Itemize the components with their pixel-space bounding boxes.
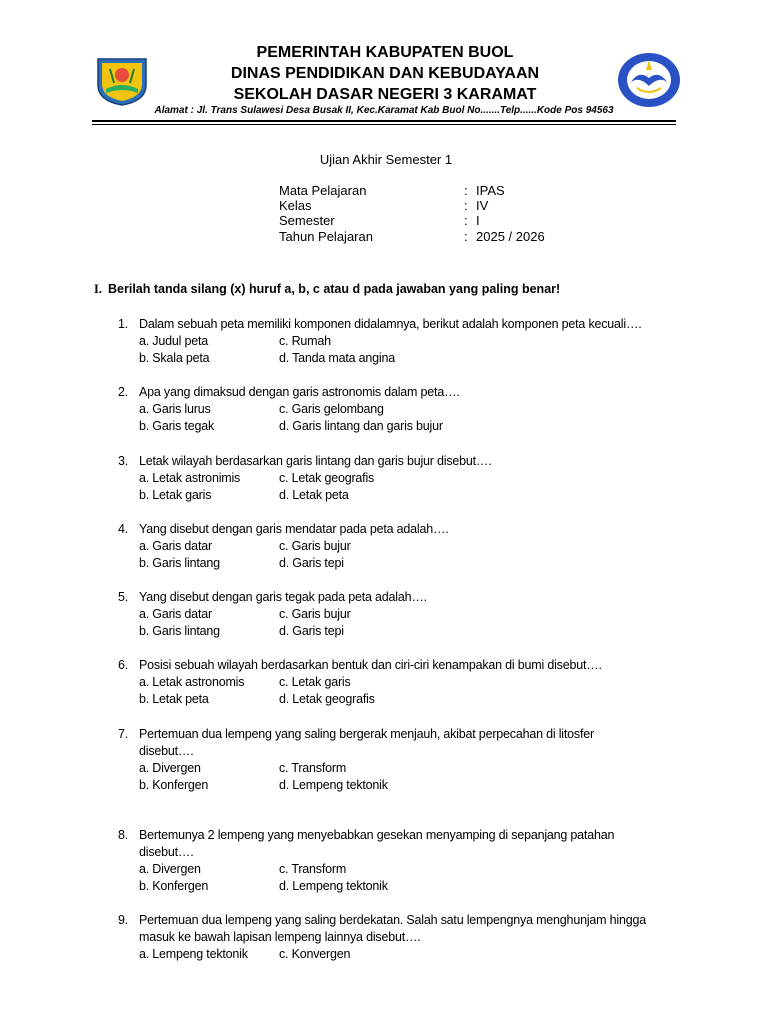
info-value-subject: IPAS [476, 183, 505, 198]
question-text: Dalam sebuah peta memiliki komponen didalamnya, berikut adalah komponen peta kecuali…. [139, 317, 642, 331]
tut-wuri-handayani-icon [617, 52, 681, 108]
exam-title: Ujian Akhir Semester 1 [319, 152, 453, 167]
question-8 [114, 827, 684, 895]
question-5 [114, 589, 684, 640]
option-d: d. Letak peta [279, 488, 349, 502]
option-a: a. Garis datar [139, 539, 212, 553]
question-text: Apa yang dimaksud dengan garis astronomis dalam peta…. [139, 385, 460, 399]
header-department-line: DINAS PENDIDIKAN DAN KEBUDAYAAN [230, 65, 540, 82]
option-b: b. Letak peta [139, 692, 209, 706]
option-a: a. Letak astronomis [139, 675, 245, 689]
info-label-subject: Mata Pelajaran [279, 183, 367, 198]
info-colon: : [464, 198, 468, 213]
option-d: d. Lempeng tektonik [279, 778, 388, 792]
option-b: b. Letak garis [139, 488, 212, 502]
option-c: c. Letak geografis [279, 471, 375, 485]
option-a: a. Letak astronimis [139, 471, 241, 485]
question-text-continued: disebut…. [139, 744, 194, 758]
option-c: c. Transform [279, 862, 347, 876]
option-d: d. Garis tepi [279, 556, 344, 570]
info-value-class: IV [476, 198, 489, 213]
header-government-line: PEMERINTAH KABUPATEN BUOL [256, 44, 514, 61]
question-text: Yang disebut dengan garis tegak pada peta adalah…. [139, 590, 427, 604]
question-text: Posisi sebuah wilayah berdasarkan bentuk dan ciri-ciri kenampakan di bumi disebut…. [139, 658, 602, 672]
option-a: a. Garis datar [139, 607, 212, 621]
option-d: d. Tanda mata angina [279, 351, 396, 365]
option-c: c. Letak garis [279, 675, 351, 689]
option-a: a. Divergen [139, 862, 201, 876]
question-4 [114, 521, 684, 572]
question-text: Bertemunya 2 lempeng yang menyebabkan gesekan menyamping di sepanjang patahan [139, 828, 615, 842]
question-number: 6. [117, 658, 128, 672]
question-number: 8. [117, 828, 128, 842]
header-divider-thick [92, 120, 676, 122]
question-text-continued: disebut…. [139, 845, 194, 859]
header-school-name: SEKOLAH DASAR NEGERI 3 KARAMAT [233, 86, 537, 103]
section-instruction [94, 282, 560, 297]
option-c: c. Rumah [279, 334, 331, 348]
info-colon: : [464, 213, 468, 228]
section-roman-numeral: I. [94, 282, 102, 296]
option-c: c. Garis bujur [279, 607, 351, 621]
question-number: 7. [117, 727, 128, 741]
question-number: 1. [117, 317, 128, 331]
option-c: c. Konvergen [279, 947, 351, 961]
info-value-year: 2025 / 2026 [476, 229, 545, 244]
option-a: a. Garis lurus [139, 402, 211, 416]
info-label-class: Kelas [279, 198, 312, 213]
question-2 [114, 384, 684, 435]
info-value-semester: I [476, 213, 480, 228]
question-number: 9. [117, 913, 128, 927]
option-d: d. Lempeng tektonik [279, 879, 388, 893]
question-text: Pertemuan dua lempeng yang saling berdekatan. Salah satu lempengnya menghunjam hingga [139, 913, 646, 927]
info-colon: : [464, 229, 468, 244]
question-3 [114, 453, 684, 504]
option-c: c. Garis bujur [279, 539, 351, 553]
question-number: 3. [117, 454, 128, 468]
question-number: 2. [117, 385, 128, 399]
question-text: Yang disebut dengan garis mendatar pada peta adalah…. [139, 522, 449, 536]
option-b: b. Konfergen [139, 778, 209, 792]
option-b: b. Garis lintang [139, 624, 220, 638]
buol-regency-crest-icon [94, 55, 150, 107]
question-9 [114, 912, 684, 963]
option-c: c. Garis gelombang [279, 402, 384, 416]
question-number: 4. [117, 522, 128, 536]
info-label-year: Tahun Pelajaran [279, 229, 373, 244]
option-d: d. Letak geografis [279, 692, 375, 706]
option-a: a. Judul peta [139, 334, 208, 348]
option-b: b. Konfergen [139, 879, 209, 893]
option-c: c. Transform [279, 761, 347, 775]
question-7 [114, 726, 684, 794]
option-d: d. Garis tepi [279, 624, 344, 638]
question-text: Pertemuan dua lempeng yang saling bergerak menjauh, akibat perpecahan di litosfer [139, 727, 594, 741]
header-divider-thin [92, 124, 676, 125]
option-a: a. Lempeng tektonik [139, 947, 248, 961]
header-address: Alamat : Jl. Trans Sulawesi Desa Busak II, Kec.Karamat Kab Buol No.......Telp......Kode Pos 94563 [154, 105, 614, 116]
instruction-text: Berilah tanda silang (x) huruf a, b, c atau d pada jawaban yang paling benar! [108, 282, 561, 296]
question-text-continued: masuk ke bawah lapisan lempeng lainnya disebut…. [139, 930, 421, 944]
option-b: b. Garis lintang [139, 556, 220, 570]
question-text: Letak wilayah berdasarkan garis lintang dan garis bujur disebut…. [139, 454, 492, 468]
info-label-semester: Semester [279, 213, 335, 228]
info-colon: : [464, 183, 468, 198]
option-b: b. Garis tegak [139, 419, 215, 433]
question-6 [114, 657, 684, 708]
option-a: a. Divergen [139, 761, 201, 775]
option-b: b. Skala peta [139, 351, 210, 365]
question-1 [114, 316, 684, 367]
question-number: 5. [117, 590, 128, 604]
option-d: d. Garis lintang dan garis bujur [279, 419, 443, 433]
